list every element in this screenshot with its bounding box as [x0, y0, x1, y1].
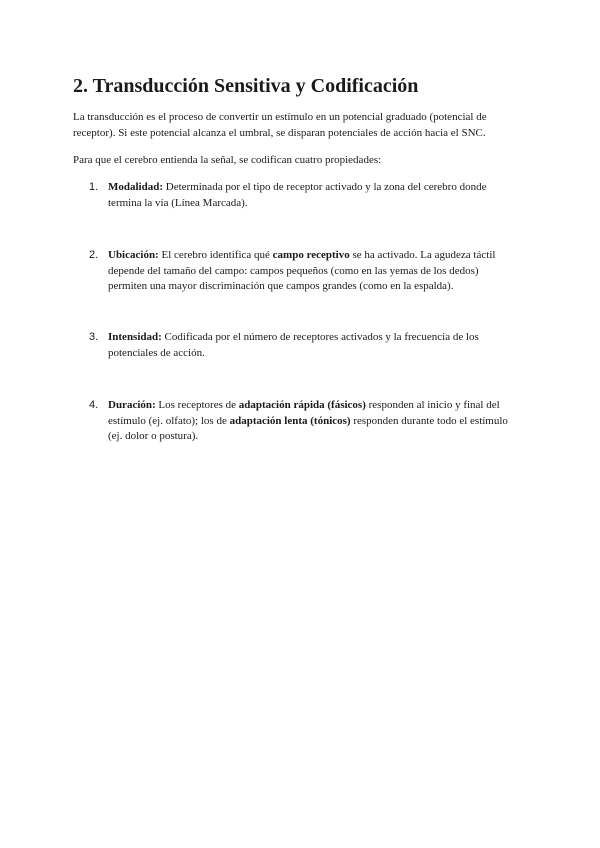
- item-label: Modalidad:: [108, 181, 164, 193]
- list-item-ubicacion: [89, 248, 519, 295]
- item-description: Codificada por el número de receptores activados y la frecuencia de los potenciales de acción.: [108, 331, 479, 359]
- item-description: El cerebro identifica qué: [158, 249, 273, 261]
- list-number: 4.: [89, 399, 99, 411]
- item-label: Ubicación:: [108, 249, 159, 261]
- list-number: 1.: [89, 181, 99, 193]
- item-label: Intensidad:: [108, 331, 162, 343]
- list-item-intensidad: [89, 330, 519, 361]
- list-item-text: [108, 330, 519, 361]
- item-label: Duración:: [108, 399, 156, 411]
- list-item-text: [108, 248, 519, 295]
- list-item-text: [108, 398, 519, 445]
- list-number: 3.: [89, 331, 99, 343]
- item-description: responden durante todo el estímulo (ej. dolor o postura).: [108, 414, 508, 442]
- item-description: se ha activado. La agudeza táctil depende del tamaño del campo: campos pequeños (como en las yemas de los dedos) permiten una mayor discriminación que campos grandes (como en la espalda).: [108, 249, 496, 292]
- list-item-text: [108, 180, 519, 211]
- item-description: Determinada por el tipo de receptor activado y la zona del cerebro donde termina la vía (Línea Marcada).: [108, 181, 487, 209]
- item-emphasis: adaptación rápida (fásicos): [238, 399, 366, 411]
- item-description: Los receptores de: [155, 399, 239, 411]
- list-item-duracion: [89, 398, 519, 445]
- list-number: 2.: [89, 249, 99, 261]
- lead-paragraph: Para que el cerebro entienda la señal, se codifican cuatro propiedades:: [73, 154, 382, 166]
- item-emphasis: campo receptivo: [272, 249, 350, 261]
- list-item-modalidad: [89, 180, 519, 211]
- item-emphasis: adaptación lenta (tónicos): [229, 414, 351, 427]
- intro-paragraph: La transducción es el proceso de convertir un estímulo en un potencial graduado (potencial de receptor). Si este potencial alcanza el umbral, se disparan potenciales de acción hacia el SNC.: [73, 111, 487, 139]
- section-heading: 2. Transducción Sensitiva y Codificación: [73, 75, 419, 97]
- item-description: responden al inicio y final del estímulo (ej. olfato); los de: [108, 399, 500, 427]
